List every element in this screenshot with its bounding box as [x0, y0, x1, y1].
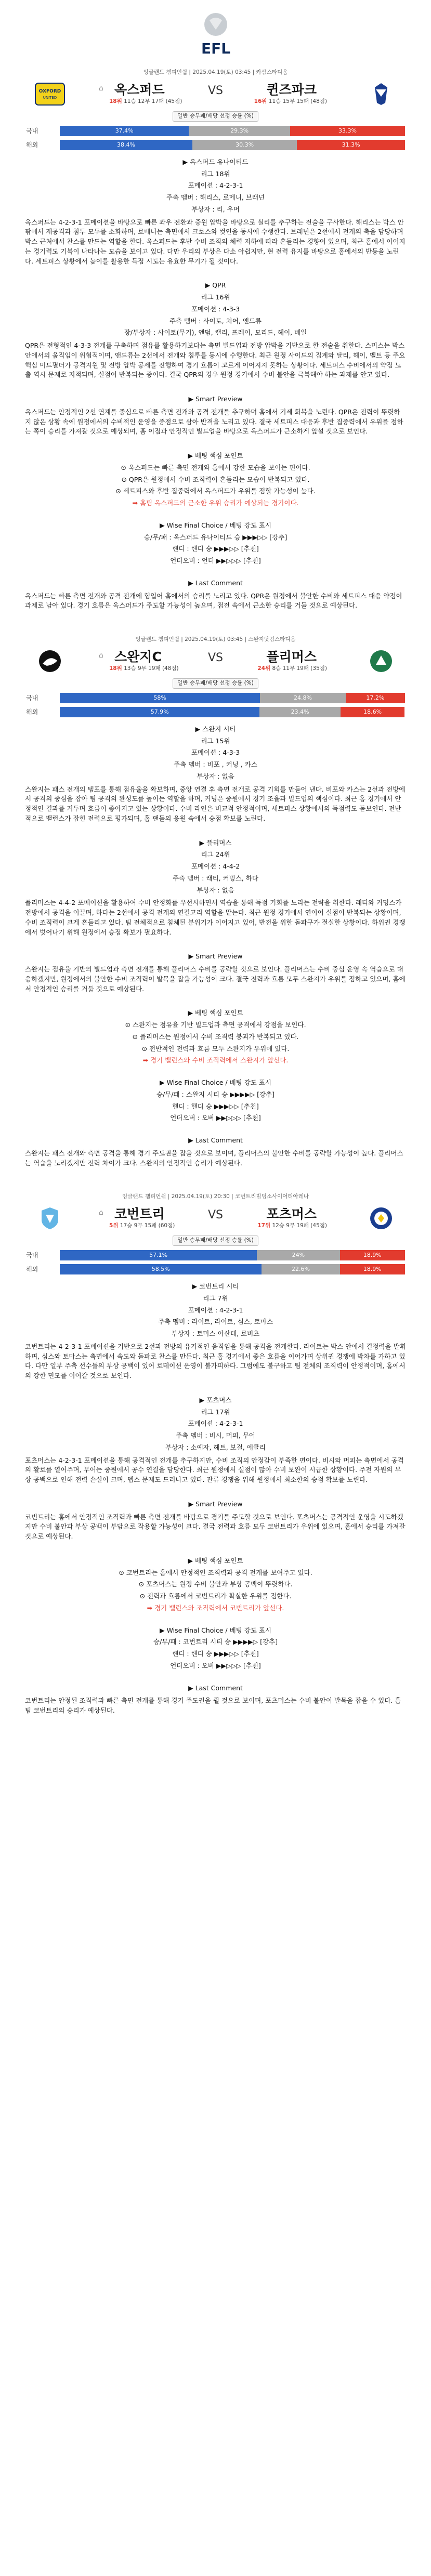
- odds-bar: [60, 1250, 405, 1260]
- points-heading: ▶ 베팅 핵심 포인트: [188, 452, 243, 459]
- home-analysis-injury: 부상자 : 리, 우머: [191, 205, 240, 213]
- wise-heading: ▶ Wise Final Choice / 베팅 강도 표시: [160, 1626, 271, 1634]
- match-list: [0, 68, 431, 1740]
- home-record: [109, 665, 179, 673]
- match-section: [0, 635, 431, 1192]
- loss-segment: 18.9%: [340, 1250, 405, 1260]
- odds-row: [26, 140, 405, 150]
- home-analysis-rank: 리그 15위: [201, 737, 230, 745]
- header: [0, 0, 431, 68]
- home-crest: [31, 649, 69, 673]
- away-team-name: 퀸즈파크: [266, 82, 317, 97]
- match-section: [0, 68, 431, 635]
- odds-row-label: 해외: [26, 141, 38, 149]
- loss-segment: 18.6%: [341, 707, 405, 717]
- odds-row: [26, 693, 405, 703]
- win-segment: 58.5%: [60, 1264, 262, 1274]
- points-heading: ▶ 베팅 핵심 포인트: [188, 1556, 243, 1565]
- loss-segment: 18.9%: [340, 1264, 405, 1274]
- home-analysis-text: 옥스퍼드는 4-2-3-1 포메이션을 바탕으로 빠른 좌우 전환과 중원 압박을 바탕으로 실리를 추구하는 전술을 구사한다. 해리스는 박스 안팎에서 재공격과 침투 모두를 소화하며, 로메니는 측면에서 크로스와 컷인을 동시에 수행한다. 브래넌은 2선에서 전개의 축을 담당하며 박스 근처에서 찬스를 만드는 역할을 한다. 옥스퍼드는 후반 수비 조직의 체력 저하에 따라 흔들리는 경향이 있으며, 최근 홈에서 이어지는 경기력도 기복이 나타나는 모습을 보이고 있다. 다만 우리의 부상은 다소 아쉽지만, 현 전력 유지를 바탕으로 홈에서의 반등을 노린다. 세트피스 상황에서 높이를 활용한 득점 시도는 유효한 무기가 될 것이다.: [25, 218, 406, 265]
- draw-segment: 24%: [257, 1250, 339, 1260]
- away-team-name: 포츠머스: [266, 1206, 317, 1222]
- match-meta: 잉글랜드 챔피언쉽 | 2025.04.19(토) 03:45 | 카삼스타디움: [143, 69, 288, 75]
- home-record: [109, 98, 182, 106]
- wise-line: 언더오버 : 오버 ▶▶▷▷▷ [추천]: [170, 1114, 261, 1122]
- win-segment: 58%: [60, 693, 260, 703]
- match-section: [0, 1192, 431, 1740]
- win-segment: 57.1%: [60, 1250, 257, 1260]
- draw-segment: 29.3%: [189, 126, 290, 136]
- away-analysis-rank: 리그 16위: [201, 293, 230, 301]
- home-analysis-heading: ▶ 옥스퍼드 유나이티드: [182, 157, 249, 166]
- last-comment-text: 스완지는 패스 전개와 측면 공격을 통해 경기 주도권을 잡을 것으로 보이며, 플리머스의 불안한 수비를 공략할 가능성이 높다. 플리머스는 역습을 노리겠지만 전력 차이가 크다. 스완지의 안정적인 승리가 예상된다.: [25, 1149, 403, 1167]
- away-record-text: 11승 15무 15패 (48점): [267, 98, 327, 104]
- home-rank: 18위: [109, 665, 122, 672]
- away-crest: [362, 82, 400, 106]
- points-heading: ▶ 베팅 핵심 포인트: [188, 1009, 243, 1017]
- odds-tab[interactable]: 일반 승무패/배당 선정 승률 (%): [173, 678, 258, 689]
- analysis-body: [25, 157, 406, 611]
- win-segment: 38.4%: [60, 140, 192, 150]
- odds-row-label: 국내: [26, 694, 38, 702]
- odds-tab-bar: [0, 111, 431, 122]
- win-segment: 57.9%: [60, 707, 259, 717]
- home-crest: [31, 1206, 69, 1230]
- wise-line: 핸디 : 핸디 승 ▶▶▶▷▷ [추천]: [172, 1650, 259, 1658]
- spacer: [25, 1673, 406, 1684]
- points-final: ➡ 경기 밸런스와 수비 조직력에서 스완지가 앞선다.: [142, 1056, 289, 1064]
- analysis-body: [25, 725, 406, 1168]
- home-crest: [31, 82, 69, 106]
- home-analysis-key: 주축 멤버 : 비포 , 커닝 , 카스: [174, 760, 257, 768]
- match-meta: 잉글랜드 챔피언쉽 | 2025.04.19(토) 20:30 | 코번트리빌딩소사이어티아레나: [122, 1193, 309, 1200]
- home-rank: 5위: [109, 1223, 119, 1229]
- away-record: [254, 98, 327, 106]
- wise-line: 언더오버 : 언더 ▶▶▷▷▷ [추천]: [170, 557, 261, 564]
- away-analysis-text: 포츠머스는 4-2-3-1 포메이션을 통해 공격적인 전개를 추구하지만, 수비 조직의 안정감이 부족한 편이다. 비시와 머피는 측면에서 공격의 활로를 열어주며, 무어는 중원에서 공수 연결을 담당한다. 최근 원정에서 실점이 많아 수비 보완이 시급한 상황이다. 주전 자원의 부상 공백으로 인해 전력 손실이 크며, 뎁스 문제도 드러나고 있다. 잔류 경쟁을 위해 원정에서 최소한의 승점 확보를 노린다.: [25, 1456, 404, 1483]
- home-analysis-formation: 포메이션 : 4-2-3-1: [188, 181, 243, 190]
- draw-segment: 23.4%: [259, 707, 340, 717]
- spacer: [25, 1489, 406, 1500]
- odds-tab[interactable]: 일반 승무패/배당 선정 승률 (%): [173, 1236, 258, 1246]
- point-item: ⊙ QPR은 원정에서 수비 조직력이 흔들리는 모습이 반복되고 있다.: [121, 475, 310, 483]
- away-analysis-heading: ▶ 포츠머스: [199, 1396, 232, 1404]
- away-analysis-heading: ▶ QPR: [205, 281, 226, 290]
- home-analysis-injury: 부상자 : 토머스-아산테, 로버츠: [171, 1330, 260, 1337]
- odds-row: [26, 1264, 405, 1274]
- analysis-body: [25, 1282, 406, 1716]
- spacer: [25, 568, 406, 579]
- point-item: ⊙ 전반적인 전력과 흐름 모두 스완지가 우위에 있다.: [141, 1044, 290, 1053]
- spacer: [25, 1125, 406, 1136]
- match-header: [26, 1192, 405, 1232]
- spacer: [25, 1546, 406, 1556]
- odds-row-label: 국내: [26, 1252, 38, 1259]
- away-rank: 24위: [257, 665, 271, 672]
- away-analysis-injury: 부상자 : 소예자, 헤트, 보걸, 에클리: [165, 1443, 266, 1451]
- last-comment-text: 코번트리는 안정된 조직력과 빠른 측면 전개를 통해 경기 주도권을 쥘 것으로 보이며, 포츠머스는 수비 불안이 발목을 잡을 수 있다. 홈팀 코번트리의 승리가 예상된다.: [25, 1697, 401, 1714]
- draw-segment: 30.3%: [192, 140, 297, 150]
- away-analysis-formation: 포메이션 : 4-2-3-1: [188, 1420, 243, 1428]
- point-item: ⊙ 세트피스와 후반 집중력에서 옥스퍼드가 우위를 점할 가능성이 높다.: [115, 487, 316, 495]
- away-rank: 16위: [254, 98, 267, 104]
- points-final: ➡ 홈팀 옥스퍼드의 근소한 우위 승리가 예상되는 경기이다.: [132, 499, 299, 507]
- home-team-name: 스완지C: [114, 649, 162, 664]
- last-comment-heading: ▶ Last Comment: [188, 1684, 243, 1692]
- away-analysis-text: QPR은 전형적인 4-3-3 전개를 구축하며 점유를 활용하기보다는 측면 빌드업과 전방 압박을 기반으로 한 전술을 취한다. 스미스는 박스 안에서의 움직임이 위협적이며, 앤드류는 2선에서 전개와 침투를 동시에 수행한다. 최근 원정 사이드의 집계와 달리, 헤이, 벨트 등 주요 핵심 미드필더가 공격지원 및 전방 압박 공세를 진행하여 경기 흐름이 고르게 이어지지 못하는 상황이다. 세트피스 수비에서의 약점 노출 역시 문제로 지적되며, 실점이 반복되는 중이다. 결국 QPR의 경우 원정 경기에서 수비 불안을 극복해야 하는 과제를 안고 있다.: [25, 341, 406, 379]
- wise-heading: ▶ Wise Final Choice / 베팅 강도 표시: [160, 1079, 271, 1086]
- home-record-text: 17승 9무 15패 (60점): [118, 1223, 175, 1229]
- away-analysis-formation: 포메이션 : 4-4-2: [191, 862, 240, 870]
- spacer: [25, 270, 406, 281]
- last-comment-heading: ▶ Last Comment: [188, 579, 243, 587]
- home-team-name: 코번트리: [114, 1206, 165, 1222]
- odds-row-label: 해외: [26, 1266, 38, 1273]
- spacer: [25, 1385, 406, 1396]
- last-comment-heading: ▶ Last Comment: [188, 1136, 243, 1144]
- away-record: [257, 1222, 327, 1230]
- home-analysis-key: 주축 멤버 : 해리스, 로메니, 브래넌: [166, 193, 265, 201]
- home-record-text: 13승 9무 19패 (48점): [122, 665, 179, 672]
- home-analysis-injury: 부상자 : 없음: [197, 772, 234, 780]
- section-separator: [0, 1720, 431, 1740]
- spacer: [25, 1068, 406, 1078]
- odds-row: [26, 1250, 405, 1260]
- home-analysis-rank: 리그 7위: [203, 1294, 228, 1302]
- home-record-text: 11승 12무 17패 (45점): [122, 98, 182, 104]
- wise-line: 핸디 : 핸디 승 ▶▶▶▷▷ [추천]: [172, 1102, 259, 1110]
- win-segment: 37.4%: [60, 126, 189, 136]
- home-analysis-heading: ▶ 코번트리 시티: [192, 1282, 239, 1290]
- point-item: ⊙ 플리머스는 원정에서 수비 조직력 붕괴가 반복되고 있다.: [132, 1032, 299, 1041]
- smart-preview-text: 코번트리는 홈에서 안정적인 조직력과 빠른 측면 전개를 바탕으로 경기를 주도할 것으로 보인다. 포츠머스는 공격적인 운영을 시도하겠지만 수비 불안과 부상 공백이 부담으로 작용할 가능성이 크다. 결국 전력과 흐름 모두 코번트리가 우위에 있으며, 홈에서 승리를 가져갈 것으로 예상된다.: [25, 1513, 406, 1540]
- home-rank: 18위: [109, 98, 122, 104]
- spacer: [25, 998, 406, 1008]
- loss-segment: 31.3%: [297, 140, 405, 150]
- odds-tab-bar: [0, 1236, 431, 1246]
- points-final: ➡ 경기 밸런스와 조직력에서 코번트리가 앞선다.: [147, 1604, 284, 1612]
- spacer: [25, 441, 406, 451]
- away-rank: 17위: [257, 1223, 271, 1229]
- wise-line: 핸디 : 핸디 승 ▶▶▶▷▷ [추천]: [172, 545, 259, 553]
- away-analysis-key: 주축 멤버 : 비시, 머피, 무어: [176, 1431, 255, 1439]
- away-analysis-text: 플리머스는 4-4-2 포메이션을 활용하여 수비 안정화를 우선시하면서 역습을 통해 득점 기회를 노리는 전략을 취한다. 래티와 커밍스가 전방에서 공격을 이끌며, 하다는 2선에서 공격 전개의 연결고리 역할을 맡는다. 최근 원정 경기에서 연이어 실점이 반복되는 상황이며, 수비 조직력이 크게 흔들리고 있다. 팀 전체적으로 침체된 분위기가 이어지고 있어, 반전을 위한 돌파구가 절실한 상황이다. 하위권 경쟁에서 벗어나기 위해 원정에서 승점 확보가 필요하다.: [25, 899, 406, 936]
- odds-row-label: 국내: [26, 127, 38, 135]
- section-separator: [0, 1172, 431, 1192]
- smart-preview-text: 옥스퍼드는 안정적인 2선 연계를 중심으로 빠른 측면 전개와 공격 전개를 추구하며 홈에서 기세 회복을 노린다. QPR은 전력이 뚜렷하지 않은 상황 속에 원정에서의 수비적인 운영을 중점으로 삼아 반격을 노리고 있다. 결국 세트피스 대응과 후반 집중력에서 우위를 점하는 쪽이 승리를 가져갈 것으로 예상되며, 홈 이점과 안정적인 빌드업을 바탕으로 옥스퍼드가 근소하게 앞설 것으로 보인다.: [25, 408, 403, 436]
- away-analysis-rank: 리그 17위: [201, 1408, 230, 1416]
- odds-bar: [60, 140, 405, 150]
- spacer: [25, 1615, 406, 1626]
- spacer: [25, 828, 406, 838]
- home-analysis-text: 스완지는 패스 전개의 템포를 통해 점유율을 확보하며, 중앙 연결 후 측면 전개로 공격 기회를 만들어 낸다. 비포와 카스는 2선과 전방에서 공격의 중심을 잡아 팀 공격의 완성도를 높이는 역할을 하며, 커닝은 중원에서 경기 조율과 빌드업의 핵심이다. 최근 홈 경기에서 안정적인 결과를 거두며 흐름이 좋아지고 있는 상황이다. 수비 라인은 비교적 안정적이며, 세트피스 상황에서의 득점력도 돋보인다. 전반적으로 밸런스가 잡힌 전력으로 평가되며, 홈 팬들의 응원 속에서 승점 확보를 노린다.: [25, 785, 406, 822]
- spacer: [25, 384, 406, 395]
- odds-row-label: 해외: [26, 708, 38, 716]
- point-item: ⊙ 스완지는 점유율 기반 빌드업과 측면 공격에서 강점을 보인다.: [125, 1021, 306, 1029]
- match-header: [26, 68, 405, 108]
- efl-logo: [194, 9, 238, 59]
- wise-line: 승/무/패 : 코번트리 시티 승 ▶▶▶▶▷ [강추]: [153, 1638, 278, 1646]
- wise-line: 승/무/패 : 옥스퍼드 유나이티드 승 ▶▶▶▷▷ [강추]: [143, 533, 288, 541]
- home-icon: ⌂: [99, 84, 103, 93]
- home-analysis-text: 코번트리는 4-2-3-1 포메이션을 기반으로 2선과 전방의 유기적인 움직임을 통해 공격을 전개한다. 라이트는 박스 안에서 결정력을 발휘하며, 심스와 토마스는 측면에서 속도와 돌파로 찬스를 만든다. 최근 홈 경기에서 좋은 흐름을 이어가며 상위권 경쟁에 박차를 가하고 있다. 다만 일부 주축 선수들의 부상 공백이 있어 로테이션 운영이 불가피하다. 그럼에도 불구하고 팀 전체의 조직력이 안정적이며, 홈에서의 강한 면모를 이어갈 것으로 보인다.: [25, 1342, 406, 1379]
- home-team-name: 옥스퍼드: [114, 82, 165, 97]
- odds-bar: [60, 126, 405, 136]
- wise-line: 언더오버 : 오버 ▶▶▷▷▷ [추천]: [170, 1661, 261, 1670]
- draw-segment: 24.8%: [260, 693, 346, 703]
- away-analysis-injury: 부상자 : 없음: [197, 886, 234, 894]
- away-analysis-key: 주축 멤버 : 래티, 커밍스, 하다: [173, 874, 258, 882]
- odds-row: [26, 707, 405, 717]
- svg-text:EFL: EFL: [201, 40, 230, 57]
- away-crest: [362, 649, 400, 673]
- home-analysis-rank: 리그 18위: [201, 169, 230, 178]
- away-analysis-rank: 리그 24위: [201, 850, 230, 859]
- smart-preview-heading: ▶ Smart Preview: [188, 1500, 243, 1508]
- vs-label: VS: [207, 84, 224, 97]
- home-analysis-key: 주축 멤버 : 라이트, 라이트, 심스, 토마스: [158, 1318, 273, 1326]
- vs-label: VS: [207, 651, 224, 664]
- draw-segment: 22.6%: [262, 1264, 339, 1274]
- away-analysis-heading: ▶ 플리머스: [199, 838, 232, 847]
- odds-bar: [60, 707, 405, 717]
- match-meta: 잉글랜드 챔피언쉽 | 2025.04.19(토) 03:45 | 스완지닷컴스타디움: [135, 636, 296, 642]
- loss-segment: 17.2%: [346, 693, 405, 703]
- wise-line: 승/무/패 : 스완지 시티 승 ▶▶▶▶▷ [강추]: [156, 1090, 275, 1098]
- point-item: ⊙ 포츠머스는 원정 수비 불안과 부상 공백이 뚜렷하다.: [138, 1580, 293, 1588]
- spacer: [25, 510, 406, 521]
- point-item: ⊙ 코번트리는 홈에서 안정적인 조직력과 공격 전개를 보여주고 있다.: [119, 1568, 312, 1576]
- svg-text:UNITED: UNITED: [43, 96, 57, 100]
- home-analysis-formation: 포메이션 : 4-2-3-1: [188, 1306, 243, 1314]
- odds-row: [26, 126, 405, 136]
- home-analysis-formation: 포메이션 : 4-3-3: [191, 748, 240, 757]
- odds-bar: [60, 1264, 405, 1274]
- point-item: ⊙ 옥스퍼드는 빠른 측면 전개와 홈에서 강한 모습을 보이는 편이다.: [121, 463, 310, 471]
- section-separator: [0, 615, 431, 635]
- odds-bar: [60, 693, 405, 703]
- away-analysis-formation: 포메이션 : 4-3-3: [191, 305, 240, 313]
- smart-preview-heading: ▶ Smart Preview: [188, 952, 243, 961]
- home-icon: ⌂: [99, 651, 103, 660]
- match-header: [26, 635, 405, 675]
- away-record-text: 8승 11무 19패 (35점): [270, 665, 327, 672]
- home-analysis-heading: ▶ 스완지 시티: [195, 725, 236, 733]
- loss-segment: 33.3%: [290, 126, 405, 136]
- away-record-text: 12승 9무 19패 (45점): [270, 1223, 327, 1229]
- away-team-name: 플리머스: [266, 649, 317, 664]
- vs-label: VS: [207, 1208, 224, 1222]
- smart-preview-text: 스완지는 점유율 기반의 빌드업과 측면 전개를 통해 플리머스 수비를 공략할 것으로 보인다. 플리머스는 수비 중심 운영 속 역습으로 대응하겠지만, 원정에서의 불안한 수비 조직력이 발목을 잡을 가능성이 크다. 결국 전력과 흐름 모두 스완지가 우위를 점하고 있으며, 홈에서 안정적인 승리를 거둘 것으로 예상된다.: [25, 965, 406, 993]
- away-crest: [362, 1206, 400, 1230]
- away-analysis-key: 주축 멤버 : 사이토, 치어, 앤드류: [169, 317, 262, 325]
- last-comment-text: 옥스퍼드는 빠른 측면 전개와 공격 전개에 힘입어 홈에서의 승리를 노리고 있다. QPR은 원정에서 불안한 수비와 세트피스 대응 약점이 과제로 남아 있다. 경기 흐름은 옥스퍼드가 주도할 가능성이 높으며, 접전 속에서 근소한 승리를 거둘 것으로 예상된다.: [25, 592, 402, 610]
- spacer: [25, 941, 406, 952]
- away-analysis-injury: 장/부상자 : 사이토(무기), 앤덤, 캘리, 프레이, 모리드, 헤이, 베일: [124, 328, 307, 337]
- point-item: ⊙ 전력과 흐름에서 코번트리가 확실한 우위를 점한다.: [139, 1592, 292, 1600]
- smart-preview-heading: ▶ Smart Preview: [188, 395, 243, 403]
- odds-tab-bar: [0, 678, 431, 689]
- home-icon: ⌂: [99, 1208, 103, 1217]
- away-record: [257, 665, 327, 673]
- home-record: [109, 1222, 175, 1230]
- wise-heading: ▶ Wise Final Choice / 베팅 강도 표시: [160, 521, 271, 529]
- svg-text:OXFORD: OXFORD: [38, 89, 61, 94]
- odds-tab[interactable]: 일반 승무패/배당 선정 승률 (%): [173, 111, 258, 122]
